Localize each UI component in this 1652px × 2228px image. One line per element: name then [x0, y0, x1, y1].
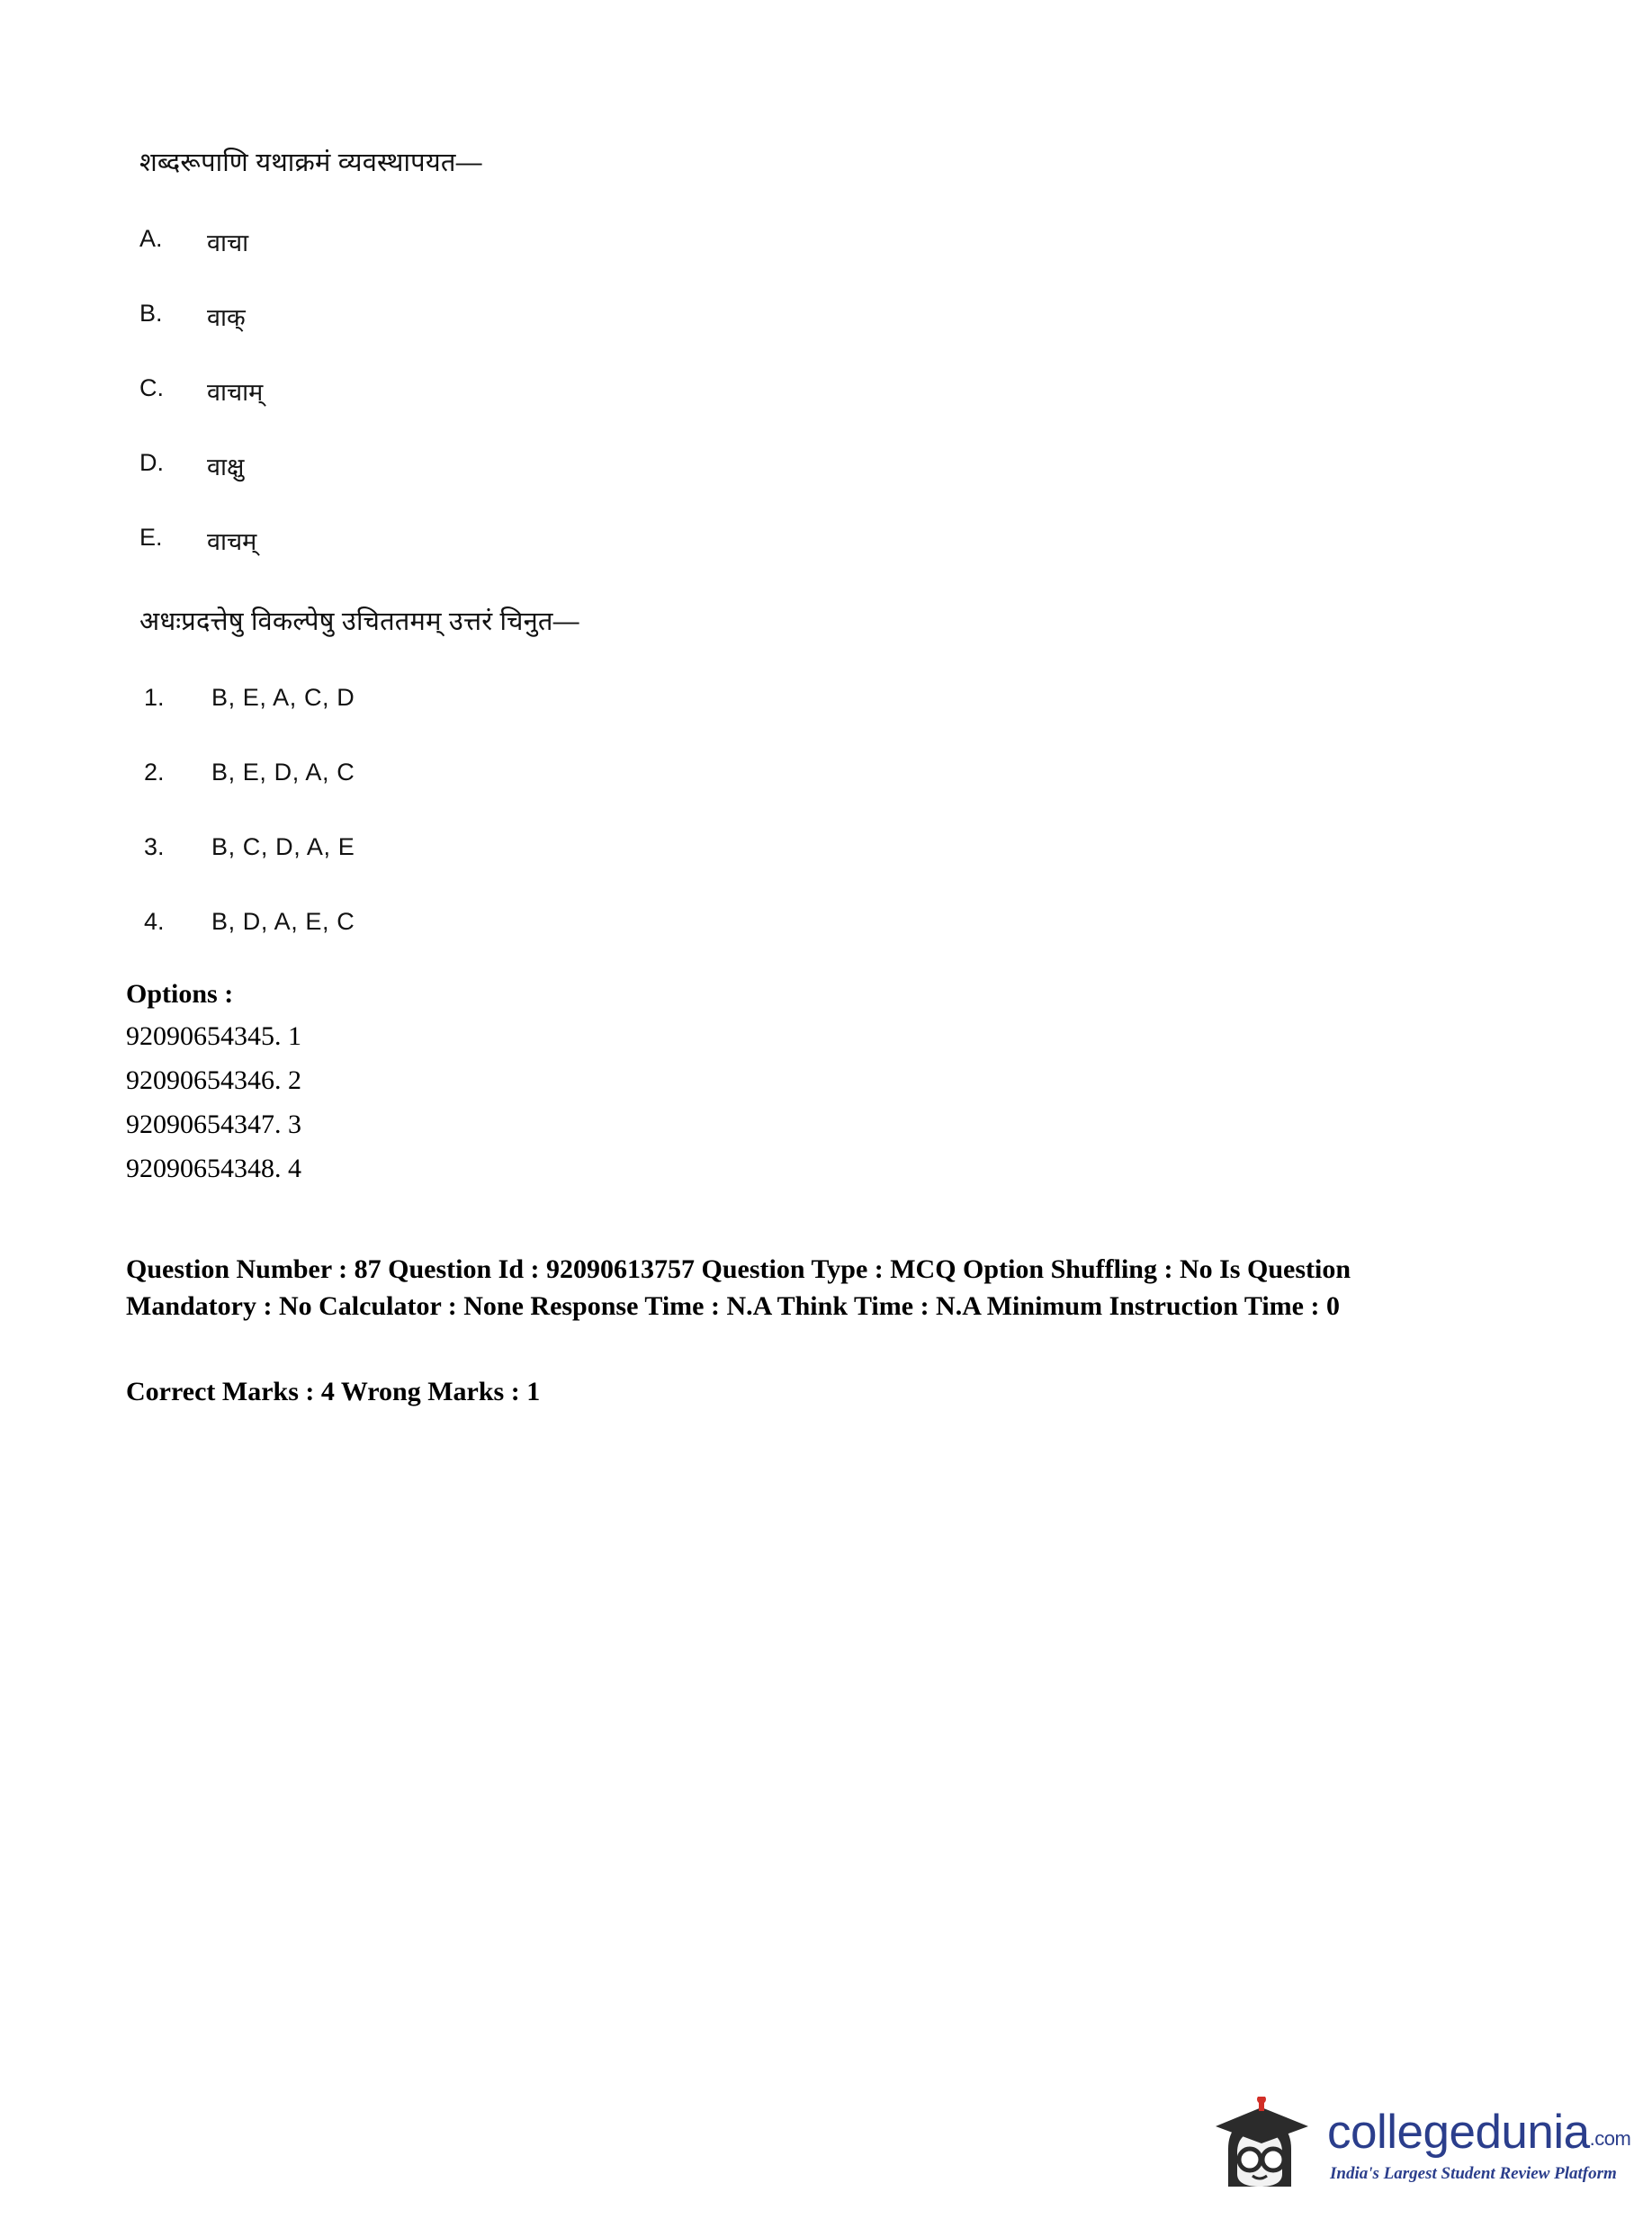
list-item-label: 4.	[144, 908, 165, 935]
list-item-text: B, E, D, A, C	[211, 759, 355, 786]
list-item-label: 3.	[144, 833, 165, 860]
list-item-text: वाचाम्	[207, 379, 264, 406]
question-metadata: Question Number : 87 Question Id : 92090613757 Question Type : MCQ Option Shuffling : No Is Question Mandatory : No Calculator : None Response Time : N.A Think Time : N.A Minimum Instruction Time : 0	[126, 1254, 1351, 1321]
watermark-brand-suffix: .com	[1589, 2127, 1631, 2150]
watermark-tagline: India's Largest Student Review Platform	[1330, 2164, 1617, 2183]
list-item-label: A.	[139, 225, 163, 252]
watermark-brand	[1327, 2105, 1630, 2160]
collegedunia-watermark	[1210, 2092, 1631, 2205]
option-id: 92090654345. 1	[126, 1021, 301, 1051]
list-item-text: वाक्षु	[207, 454, 245, 481]
list-item-text: B, D, A, E, C	[211, 908, 355, 935]
option-id: 92090654346. 2	[126, 1065, 301, 1095]
graduate-avatar-icon	[1210, 2097, 1314, 2197]
list-item-text: B, C, D, A, E	[211, 833, 355, 860]
option-id: 92090654347. 3	[126, 1110, 301, 1139]
list-item-label: B.	[139, 300, 163, 327]
list-item-text: वाचा	[207, 229, 249, 256]
list-item-text: B, E, A, C, D	[211, 684, 355, 711]
list-item-label: 1.	[144, 684, 165, 711]
question-stem-2: अधःप्रदत्तेषु विकल्पेषु उचिततमम् उत्तरं चिनुत—	[139, 607, 579, 636]
list-item-text: वाक्	[207, 304, 246, 331]
list-item-label: 2.	[144, 759, 165, 786]
question-marks: Correct Marks : 4 Wrong Marks : 1	[126, 1377, 541, 1406]
watermark-brand-text: collegedunia	[1327, 2106, 1590, 2159]
options-heading: Options :	[126, 979, 234, 1009]
list-item-label: C.	[139, 374, 164, 401]
list-item-label: D.	[139, 449, 164, 476]
list-item-label: E.	[139, 524, 163, 551]
option-id: 92090654348. 4	[126, 1154, 301, 1183]
question-stem-1: शब्दरूपाणि यथाक्रमं व्यवस्थापयत—	[139, 148, 482, 177]
list-item-text: वाचम्	[207, 528, 257, 555]
